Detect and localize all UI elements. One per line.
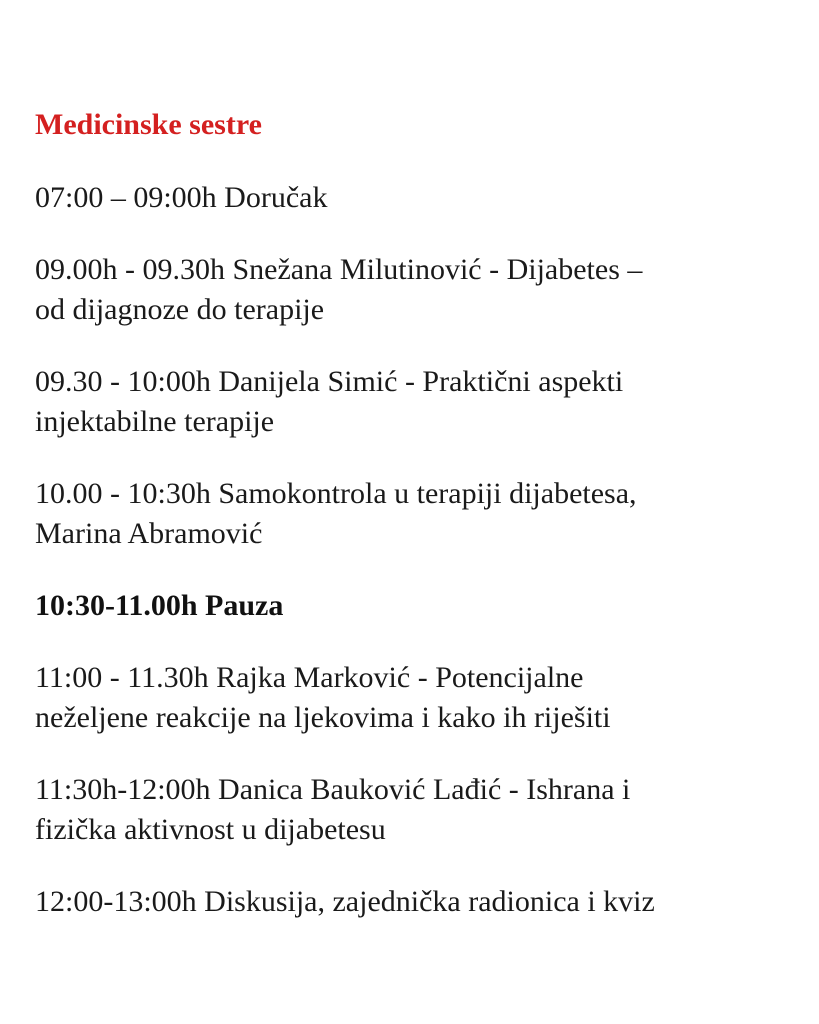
schedule-entry-break — [35, 586, 795, 626]
entry-line: neželjene reakcije na ljekovima i kako ih riješiti — [35, 701, 611, 734]
entry-line: 09.30 - 10:00h Danijela Simić - Praktični aspekti — [35, 365, 624, 398]
schedule-entry-adverse-reactions — [35, 658, 795, 738]
entry-line: od dijagnoze do terapije — [35, 293, 325, 326]
schedule-entry-self-monitoring — [35, 474, 795, 554]
schedule-entry-nutrition — [35, 770, 795, 850]
entry-line: Marina Abramović — [35, 517, 263, 550]
entry-line: 07:00 – 09:00h Doručak — [35, 181, 328, 214]
schedule-entry-discussion — [35, 882, 795, 922]
entry-line: 10:30-11.00h Pauza — [35, 589, 284, 622]
schedule-entry-breakfast — [35, 178, 795, 218]
entry-line: injektabilne terapije — [35, 405, 275, 438]
schedule-entry-injectable-therapy — [35, 362, 795, 442]
entry-line: 11:00 - 11.30h Rajka Marković - Potencijalne — [35, 661, 584, 694]
entry-line: 11:30h-12:00h Danica Bauković Lađić - Ishrana i — [35, 773, 631, 806]
entry-line: fizička aktivnost u dijabetesu — [35, 813, 386, 846]
entry-line: 09.00h - 09.30h Snežana Milutinović - Dijabetes – — [35, 253, 643, 286]
entry-line: 12:00-13:00h Diskusija, zajednička radionica i kviz — [35, 885, 655, 918]
entry-line: 10.00 - 10:30h Samokontrola u terapiji dijabetesa, — [35, 477, 637, 510]
section-heading: Medicinske sestre — [35, 108, 262, 141]
schedule-entry-diabetes-diagnosis — [35, 250, 795, 330]
document-body — [35, 100, 795, 954]
